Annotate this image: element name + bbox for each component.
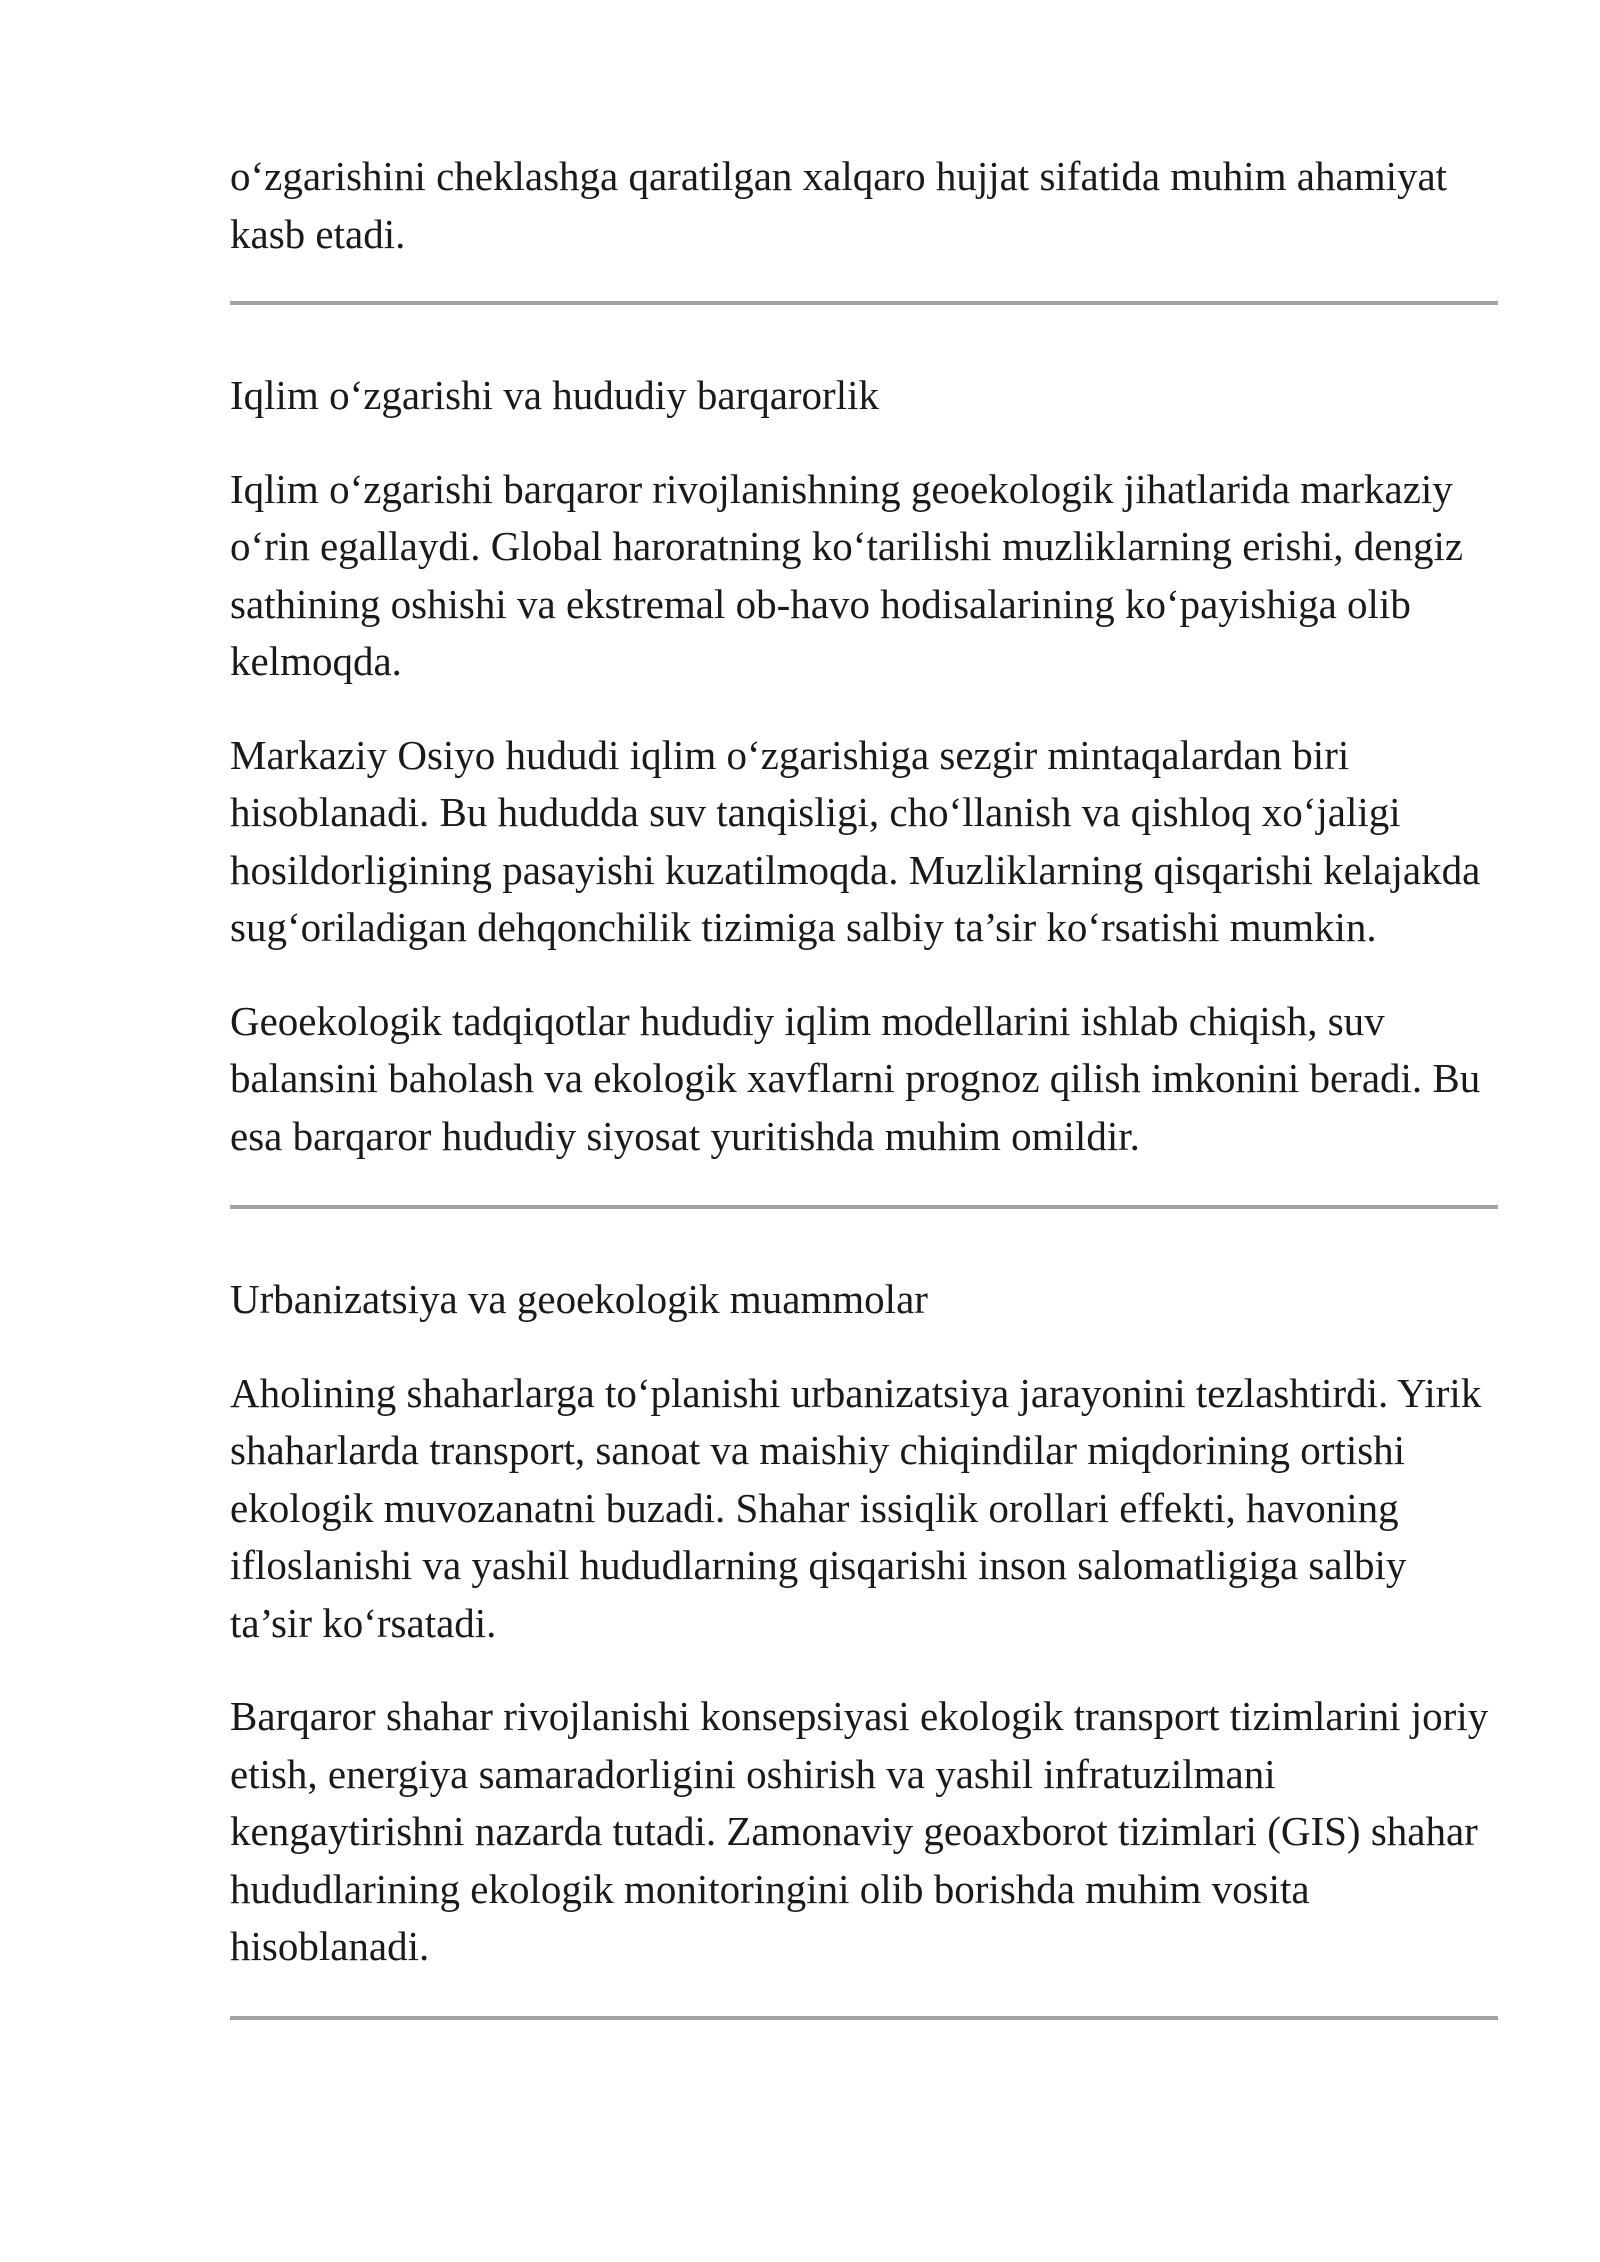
section-divider [230,2016,1498,2020]
body-paragraph: Markaziy Osiyo hududi iqlim o‘zgarishiga sezgir mintaqalardan biri hisoblanadi. Bu hududda suv tanqisligi, cho‘llanish va qishloq xo‘jaligi hosildorligining pasayishi kuzatilmoqda. Muzliklarning qisqarishi kelajakda sug‘oriladigan dehqonchilik tizimiga salbiy ta’sir ko‘rsatishi mumkin. [230,731,1481,950]
section-urbanization [230,1209,1498,2016]
section-heading: Urbanizatsiya va geoekologik muammolar [230,1276,928,1322]
intro-paragraph: o‘zgarishini cheklashga qaratilgan xalqaro hujjat sifatida muhim ahamiyat kasb etadi. [230,153,1448,257]
document-page [230,148,1498,2020]
body-paragraph: Geoekologik tadqiqotlar hududiy iqlim modellarini ishlab chiqish, suv balansini baholash va ekologik xavflarni prognoz qilish imkonini beradi. Bu esa barqaror hududiy siyosat yuritishda muhim omildir. [230,997,1481,1159]
section-heading: Iqlim o‘zgarishi va hududiy barqarorlik [230,372,879,418]
body-paragraph: Iqlim o‘zgarishi barqaror rivojlanishning geoekologik jihatlarida markaziy o‘rin egallaydi. Global haroratning ko‘tarilishi muzliklarning erishi, dengiz sathining oshishi va ekstremal ob-havo hodisalarining ko‘payishiga olib kelmoqda. [230,465,1464,684]
body-paragraph: Aholining shaharlarga to‘planishi urbanizatsiya jarayonini tezlashtirdi. Yirik shaharlarda transport, sanoat va maishiy chiqindilar miqdorining ortishi ekologik muvozanatni buzadi. Shahar issiqlik orollari effekti, havoning ifloslanishi va yashil hududlarning qisqarishi inson salomatligiga salbiy ta’sir ko‘rsatadi. [230,1369,1482,1646]
section-climate-change [230,305,1498,1205]
body-paragraph: Barqaror shahar rivojlanishi konsepsiyasi ekologik transport tizimlarini joriy etish, energiya samaradorligini oshirish va yashil infratuzilmani kengaytirishni nazarda tutadi. Zamonaviy geoaxborot tizimlari (GIS) shahar hududlarining ekologik monitoringini olib borishda muhim vosita hisoblanadi. [230,1693,1489,1969]
